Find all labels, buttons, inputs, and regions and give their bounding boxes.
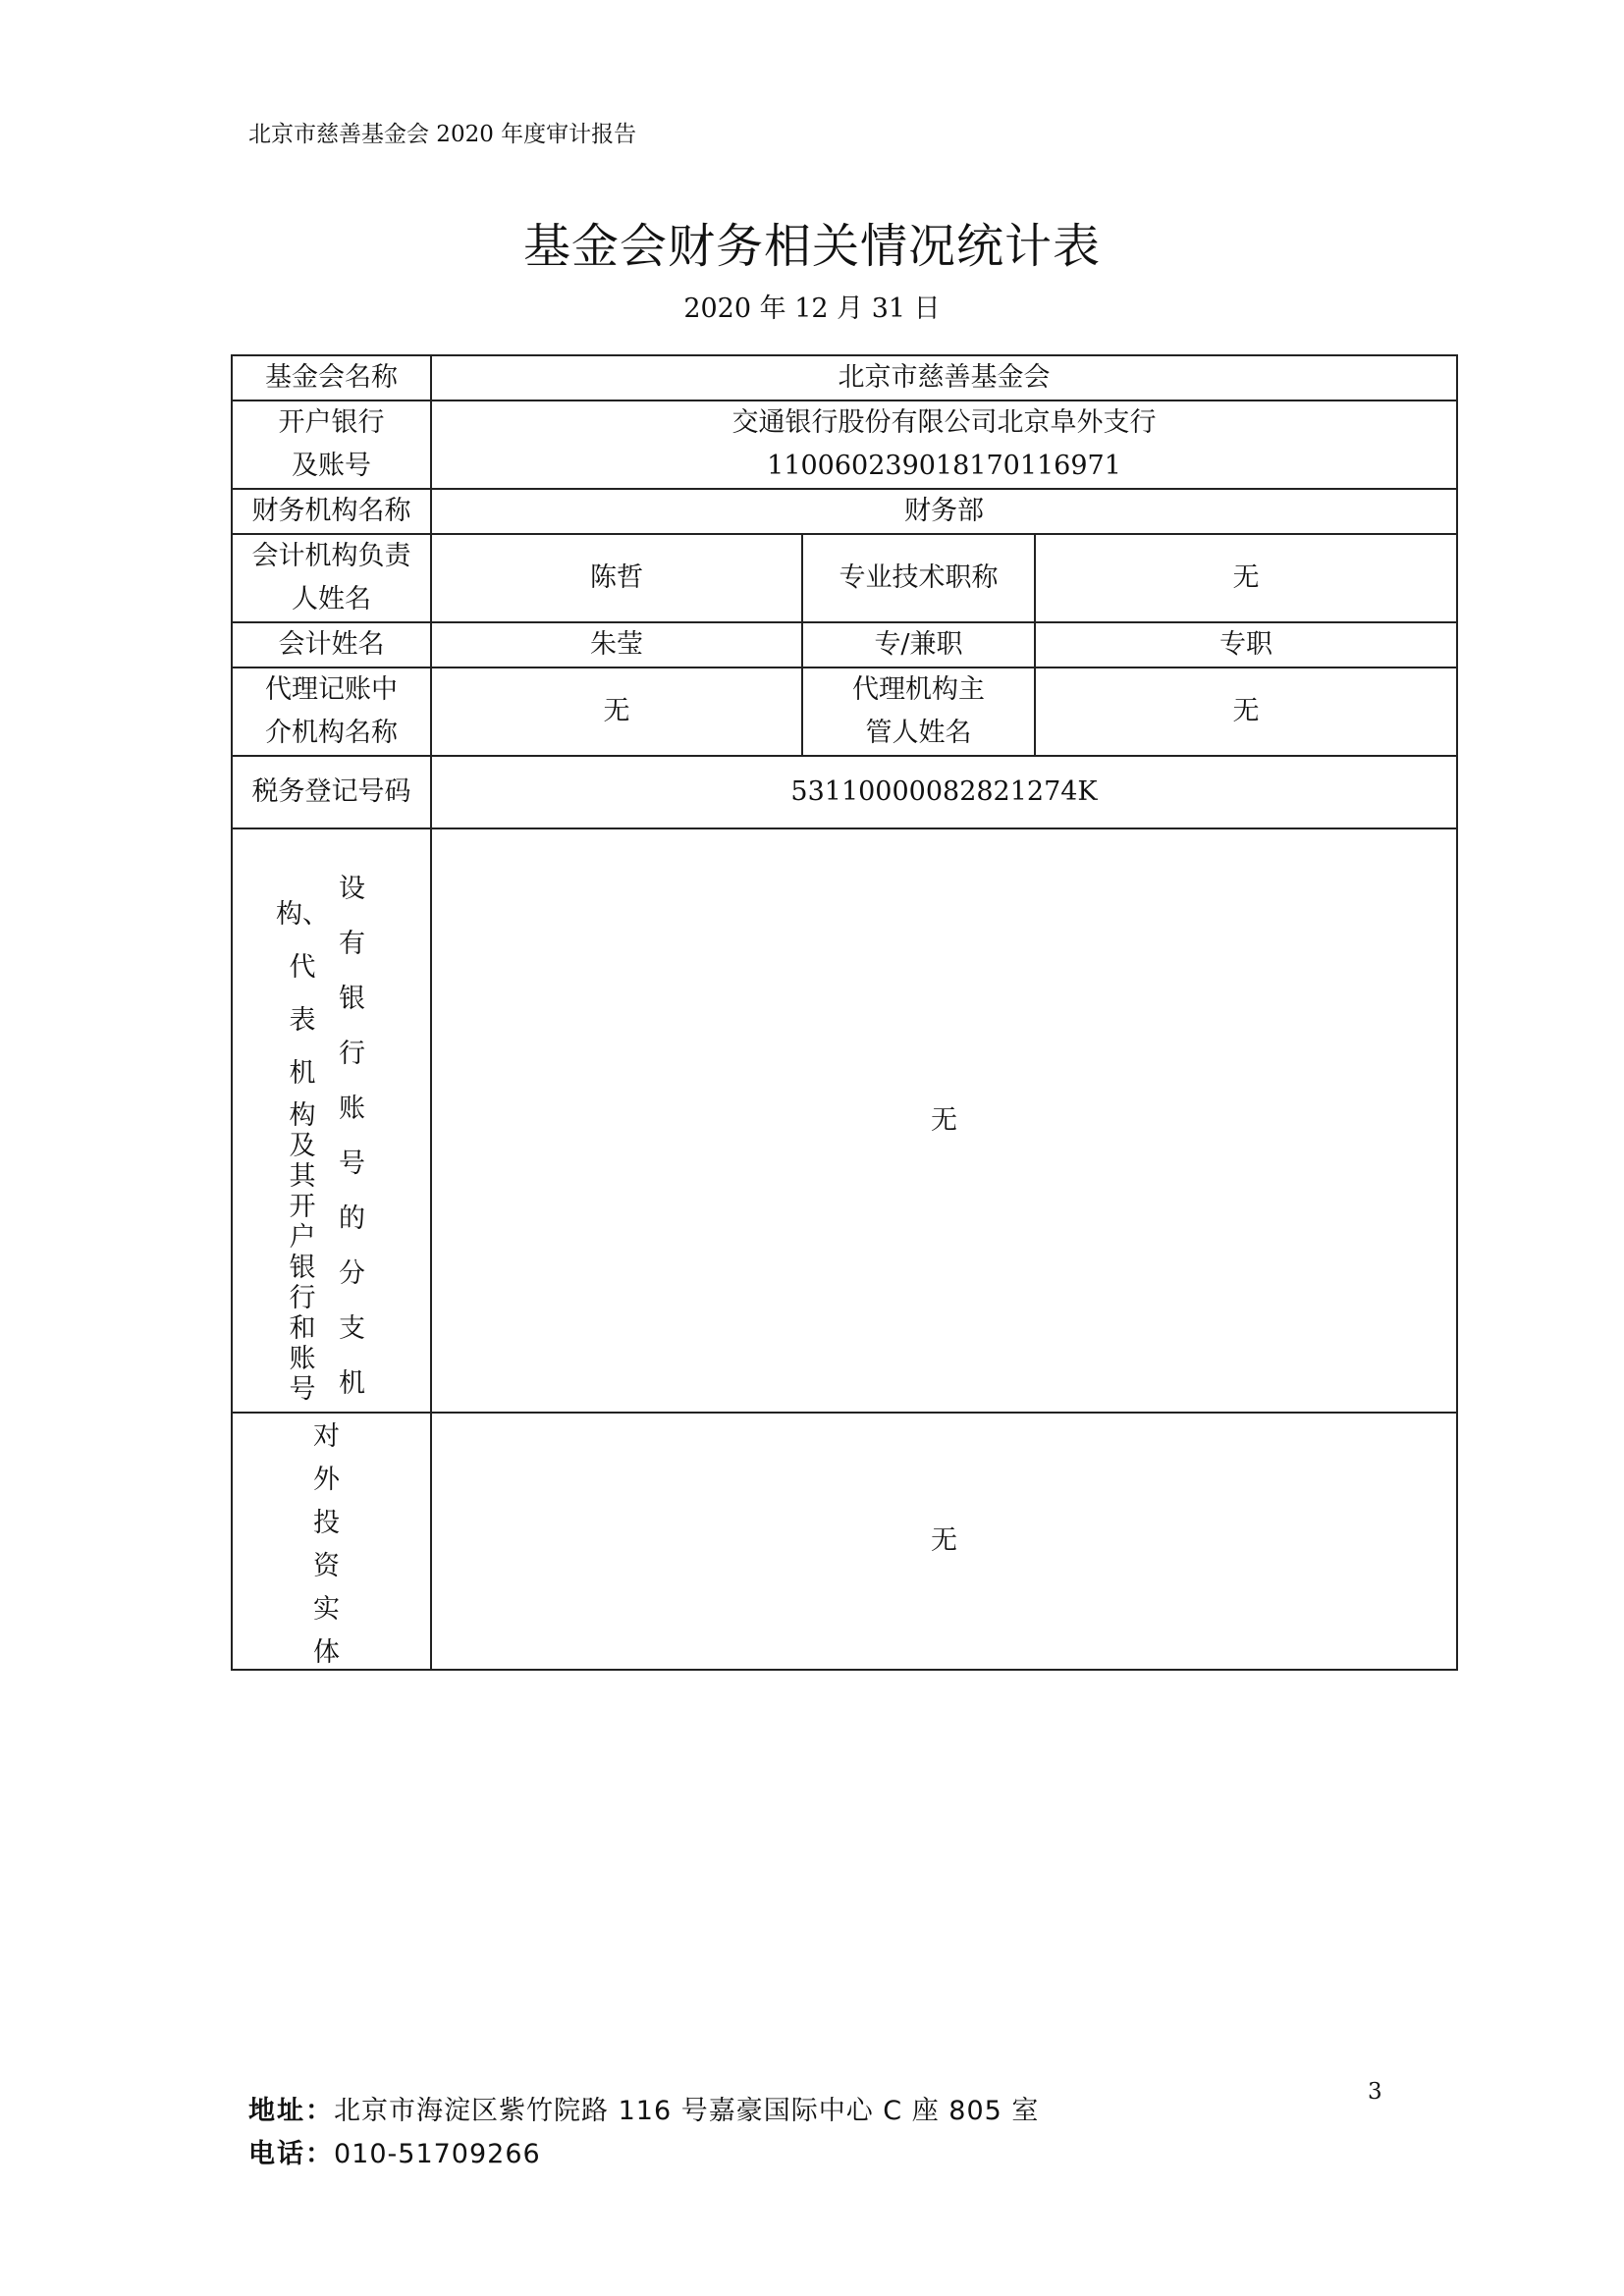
finance-dept-value: 财务部 <box>431 489 1457 534</box>
tax-value: 53110000082821274K <box>431 756 1457 828</box>
branch-char: 构、 <box>276 899 329 930</box>
branch-char: 和 <box>289 1313 316 1344</box>
report-header: 北京市慈善基金会 2020 年度审计报告 <box>248 122 637 147</box>
table-row-accountant <box>232 622 1457 667</box>
title-value: 无 <box>1035 534 1457 622</box>
bank-label <box>232 400 431 489</box>
agency-label-line1: 代理记账中 <box>265 674 398 705</box>
branch-char: 分 <box>339 1258 365 1289</box>
phone-value: 010-51709266 <box>334 2139 541 2169</box>
table-row-branch <box>232 828 1457 1413</box>
bank-label-line1: 开户银行 <box>278 407 385 438</box>
table-row-finance-dept <box>232 489 1457 534</box>
accounting-head-label-line2: 人姓名 <box>292 584 371 614</box>
bank-label-line2: 及账号 <box>292 451 371 481</box>
report-date: 2020 年 12 月 31 日 <box>683 294 941 324</box>
address-value: 北京市海淀区紫竹院路 116 号嘉豪国际中心 C 座 805 室 <box>334 2096 1040 2126</box>
branch-char: 银 <box>339 984 365 1014</box>
agency-head-label-line2: 管人姓名 <box>865 718 972 748</box>
branch-char: 设 <box>339 874 365 904</box>
finance-stat-table <box>231 354 1458 1671</box>
branch-char: 行 <box>289 1283 316 1313</box>
finance-dept-label: 财务机构名称 <box>232 489 431 534</box>
branch-char: 支 <box>339 1313 365 1344</box>
investment-char: 实 <box>313 1594 340 1625</box>
branch-label-col-left <box>276 888 329 1405</box>
accountant-value: 朱莹 <box>431 622 802 667</box>
table-row-tax <box>232 756 1457 828</box>
branch-char: 账 <box>289 1344 316 1374</box>
branch-char: 的 <box>339 1203 365 1234</box>
investment-char: 对 <box>313 1421 340 1452</box>
bank-name: 交通银行股份有限公司北京阜外支行 <box>731 407 1157 438</box>
table-row-fund-name <box>232 355 1457 400</box>
tax-label: 税务登记号码 <box>232 756 431 828</box>
table-row-accounting-head <box>232 534 1457 622</box>
branch-char: 机 <box>289 1058 316 1089</box>
investment-char: 外 <box>313 1465 340 1495</box>
branch-label-col-right <box>339 862 365 1412</box>
branch-char: 开 <box>289 1192 316 1222</box>
branch-char: 有 <box>339 929 365 959</box>
branch-char: 构 <box>289 1100 316 1131</box>
table-row-investment <box>232 1413 1457 1670</box>
table-row-bank <box>232 400 1457 489</box>
branch-value: 无 <box>431 828 1457 1413</box>
footer-phone <box>248 2132 541 2170</box>
branch-char: 号 <box>339 1148 365 1179</box>
branch-char: 银 <box>289 1253 316 1283</box>
investment-char: 体 <box>313 1637 340 1668</box>
branch-char: 代 <box>289 952 316 983</box>
fund-name-label: 基金会名称 <box>232 355 431 400</box>
title-label: 专业技术职称 <box>802 534 1035 622</box>
accounting-head-label-line1: 会计机构负责 <box>251 541 411 571</box>
agency-head-label-line1: 代理机构主 <box>852 674 985 705</box>
branch-char: 机 <box>339 1368 365 1399</box>
table-row-agency <box>232 667 1457 756</box>
footer-address <box>248 2089 1039 2127</box>
agency-label-line2: 介机构名称 <box>265 718 398 748</box>
page-title: 基金会财务相关情况统计表 <box>522 219 1101 274</box>
investment-char: 资 <box>313 1551 340 1581</box>
address-label: 地址： <box>248 2096 334 2126</box>
investment-char: 投 <box>313 1508 340 1538</box>
branch-char: 及 <box>289 1131 316 1161</box>
fulltime-label: 专/兼职 <box>802 622 1035 667</box>
agency-head-label <box>802 667 1035 756</box>
investment-label <box>232 1413 431 1670</box>
agency-label <box>232 667 431 756</box>
branch-char: 其 <box>289 1161 316 1192</box>
phone-label: 电话： <box>248 2139 334 2169</box>
fund-name-value: 北京市慈善基金会 <box>431 355 1457 400</box>
branch-char: 户 <box>289 1222 316 1253</box>
bank-value <box>431 400 1457 489</box>
accounting-head-label <box>232 534 431 622</box>
investment-value: 无 <box>431 1413 1457 1670</box>
fulltime-value: 专职 <box>1035 622 1457 667</box>
branch-char: 号 <box>289 1374 316 1405</box>
bank-account: 110060239018170116971 <box>767 451 1121 481</box>
branch-label <box>232 828 431 1413</box>
accounting-head-value: 陈哲 <box>431 534 802 622</box>
accountant-label: 会计姓名 <box>232 622 431 667</box>
page-number: 3 <box>1368 2079 1382 2105</box>
branch-char: 表 <box>289 1005 316 1036</box>
agency-value: 无 <box>431 667 802 756</box>
branch-char: 账 <box>339 1094 365 1124</box>
branch-char: 行 <box>339 1039 365 1069</box>
investment-label-col <box>313 1415 340 1675</box>
agency-head-value: 无 <box>1035 667 1457 756</box>
